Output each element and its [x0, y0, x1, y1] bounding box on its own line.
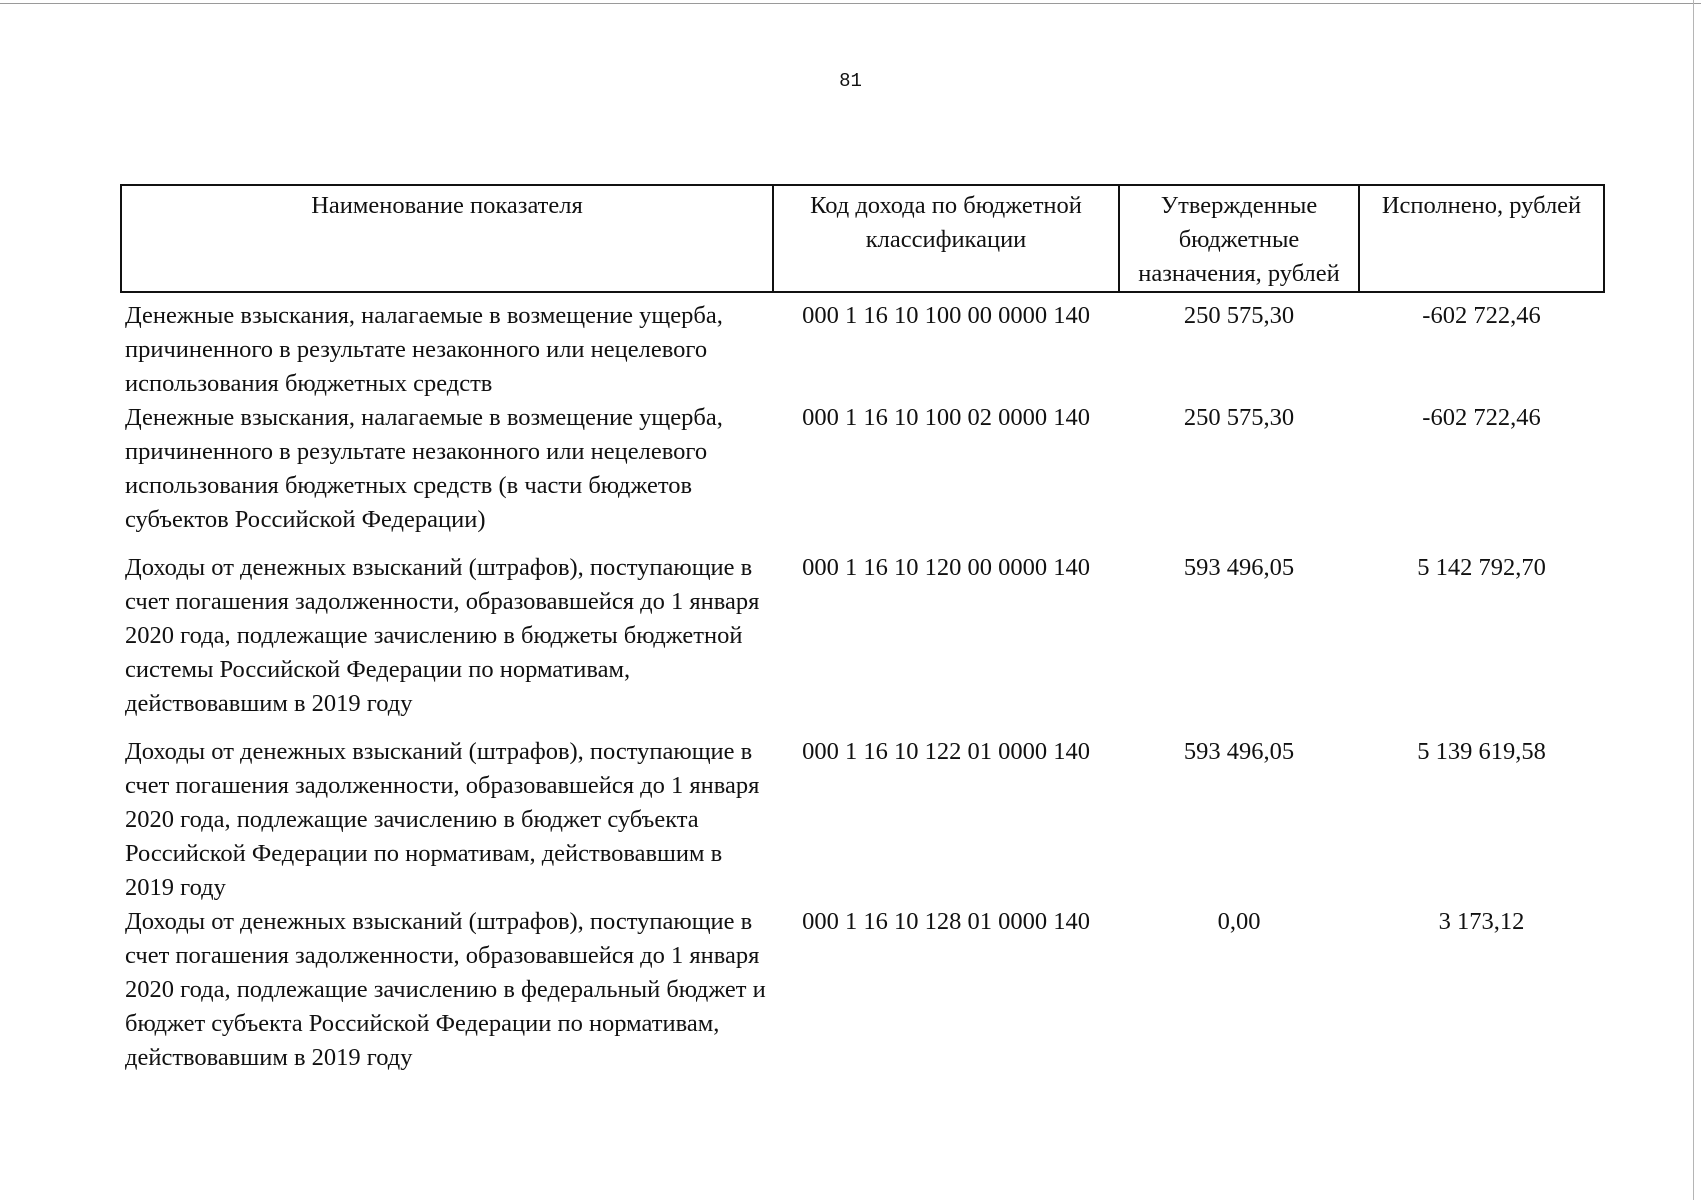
header-approved-budget: Утвержденные бюджетные назначения, рублей: [1119, 185, 1359, 292]
row-income-code: 000 1 16 10 120 00 0000 140: [802, 554, 1090, 581]
table-header-row: [121, 185, 1604, 292]
table-row: [121, 551, 1604, 735]
row-approved-amount: 593 496,05: [1183, 554, 1295, 581]
header-income-code: Код дохода по бюджетной классификации: [773, 185, 1119, 292]
row-approved-amount: 250 575,30: [1183, 302, 1295, 329]
row-income-code: 000 1 16 10 122 01 0000 140: [802, 738, 1090, 765]
page-number: 81: [839, 70, 862, 92]
table-row: [121, 735, 1604, 905]
row-executed-amount: 5 142 792,70: [1417, 554, 1546, 581]
table-row: [121, 401, 1604, 551]
table-row: [121, 292, 1604, 401]
row-approved-amount: 0,00: [1217, 908, 1261, 935]
scan-edge-top: [0, 3, 1701, 4]
row-executed-amount: 3 173,12: [1438, 908, 1525, 935]
table-row: [121, 905, 1604, 1075]
row-executed-amount: -602 722,46: [1422, 302, 1541, 329]
row-approved-amount: 250 575,30: [1183, 404, 1295, 431]
row-executed-amount: -602 722,46: [1422, 404, 1541, 431]
row-approved-amount: 593 496,05: [1183, 738, 1295, 765]
row-income-code: 000 1 16 10 128 01 0000 140: [802, 908, 1090, 935]
header-executed: Исполнено, рублей: [1359, 185, 1604, 292]
row-indicator-name: Доходы от денежных взысканий (штрафов), поступающие в счет погашения задолженности, образовавшейся до 1 января 2020 года, подлежащие зачислению в федеральный бюджет и бюджет субъекта Российской Федерации по нормативам, действовавшим в 2019 году: [125, 908, 766, 1071]
row-indicator-name: Доходы от денежных взысканий (штрафов), поступающие в счет погашения задолженности, образовавшейся до 1 января 2020 года, подлежащие зачислению в бюджеты бюджетной системы Российской Федерации по нормативам, действовавшим в 2019 году: [125, 554, 760, 717]
row-indicator-name: Денежные взыскания, налагаемые в возмещение ущерба, причиненного в результате незаконного или нецелевого использования бюджетных средств (в части бюджетов субъектов Российской Федерации): [125, 404, 723, 533]
budget-income-table: [120, 184, 1605, 1075]
row-indicator-name: Доходы от денежных взысканий (штрафов), поступающие в счет погашения задолженности, образовавшейся до 1 января 2020 года, подлежащие зачислению в бюджет субъекта Российской Федерации по нормативам, действовавшим в 2019 году: [125, 738, 760, 901]
row-indicator-name: Денежные взыскания, налагаемые в возмещение ущерба, причиненного в результате незаконного или нецелевого использования бюджетных средств: [125, 302, 723, 397]
scan-edge-right: [1693, 0, 1694, 1200]
header-indicator-name: Наименование показателя: [121, 185, 773, 292]
row-income-code: 000 1 16 10 100 00 0000 140: [802, 302, 1090, 329]
row-executed-amount: 5 139 619,58: [1417, 738, 1546, 765]
row-income-code: 000 1 16 10 100 02 0000 140: [802, 404, 1090, 431]
